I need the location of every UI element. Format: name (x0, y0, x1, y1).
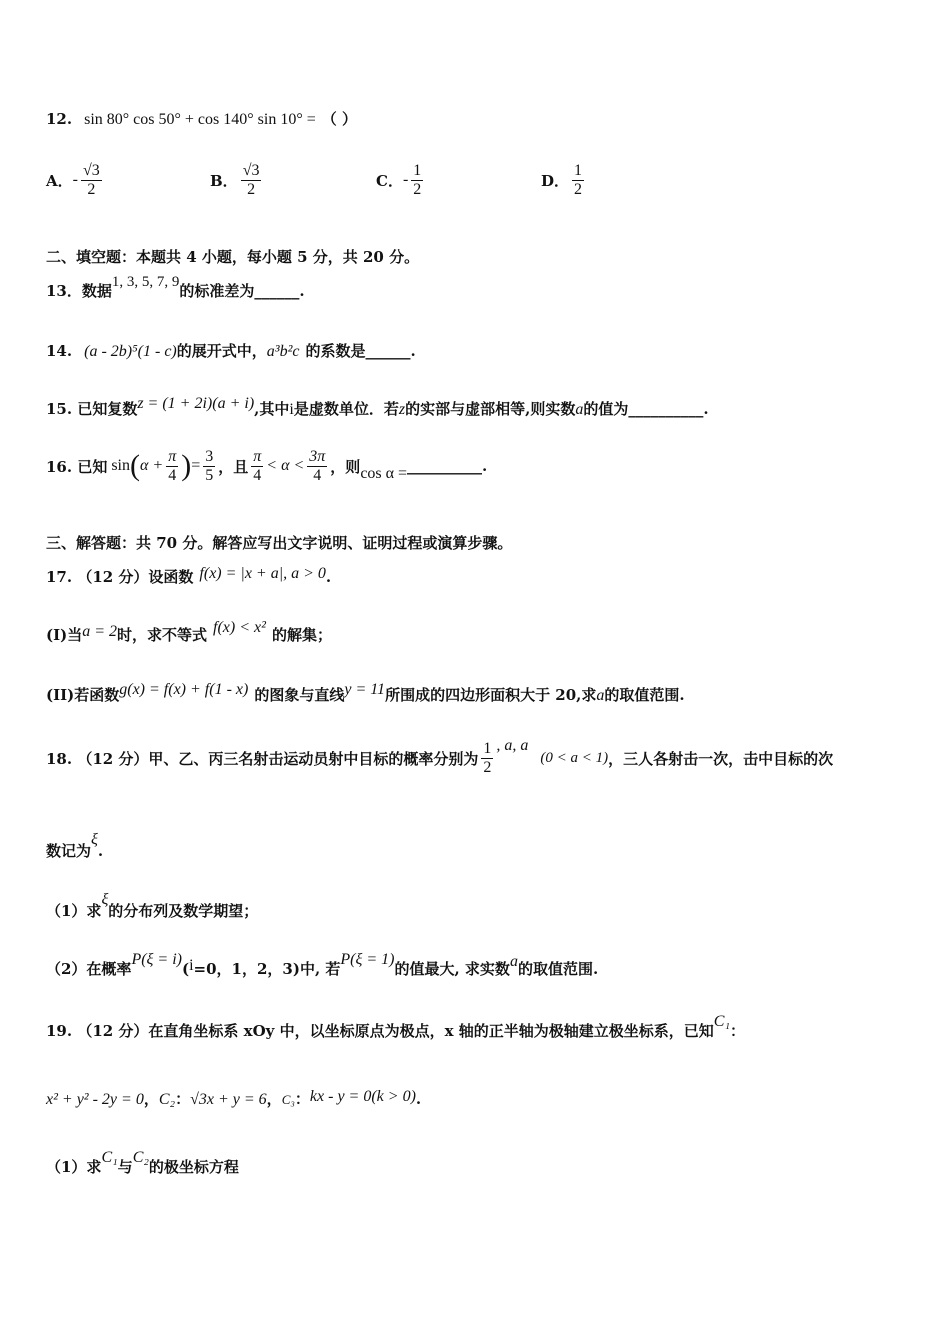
q12-option-c[interactable] (376, 162, 426, 198)
option-sign: - (402, 171, 409, 189)
question-19-part-1: （1）求 C₁ 与 C₂ 的极坐标方程 (46, 1149, 239, 1176)
option-fraction: $\frac{√3}{2}$ (242, 162, 260, 198)
question-14: 14. (a - 2b)⁵(1 - c) 的展开式中， a³b²c 的系数是______. (46, 342, 416, 360)
question-12 (46, 108, 357, 129)
section-3-heading: 三、解答题：共 70 分。解答应写出文字说明、证明过程或演算步骤。 (46, 534, 513, 552)
question-16: 16. 已知 sin ( α + $\frac{\pi}{4}$ ) = $\frac{3}{5}$ ，且 $\frac{\pi}{4}$ < α < $\frac{3\pi}{4}$ ，则 cos α = __________. (46, 448, 488, 484)
q12-expression: sin 80° cos 50° + cos 140° sin 10° = (84, 111, 316, 128)
option-label: B． (210, 171, 238, 190)
option-fraction: $\frac{√3}{2}$ (82, 162, 100, 198)
q12-option-d[interactable] (541, 162, 587, 198)
q12-answer-paren: （ ） (321, 110, 357, 128)
q14-expression: (a - 2b)⁵(1 - c) (84, 343, 177, 360)
question-18-line-2: 数记为 ξ . (46, 831, 104, 860)
question-18: 18. （12 分）甲、乙、丙三名射击运动员射中目标的概率分别为 $\frac{1}{2}$ , a, a (0 < a < 1) ，三人各射击一次，击中目标的次 (46, 737, 834, 776)
question-17-part-2: (II)若函数 g(x) = f(x) + f(1 - x) 的图象与直线 y = 11 所围成的四边形面积大于 20,求 a 的取值范围. (46, 681, 685, 704)
q12-number: 12. (46, 110, 73, 128)
question-18-part-1: （1）求 ξ 的分布列及数学期望； (46, 891, 259, 920)
q12-option-b[interactable] (210, 162, 264, 198)
option-label: C． (376, 171, 403, 190)
option-sign: - (72, 171, 78, 189)
q12-option-a[interactable] (46, 162, 105, 198)
question-19: 19. （12 分）在直角坐标系 xOy 中，以坐标原点为极点，x 轴的正半轴为极轴建立极坐标系，已知 C₁ ： (46, 1013, 746, 1040)
option-fraction: $\frac{1}{2}$ (574, 162, 583, 198)
question-19-curves: x² + y² - 2y = 0 ， C₂ ： √3x + y = 6 ， C₃ ： kx - y = 0(k > 0) . (46, 1088, 422, 1108)
section-2-heading: 二、填空题：本题共 4 小题，每小题 5 分，共 20 分。 (46, 248, 420, 266)
question-17: 17. （12 分）设函数 f(x) = |x + a|, a > 0 . (46, 565, 332, 586)
q13-data-set: 1, 3, 5, 7, 9 (111, 274, 180, 290)
q15-expression: z = (1 + 2i)(a + i) (137, 395, 255, 412)
q14-term: a³b²c (266, 343, 300, 360)
question-17-part-1: (I)当 a = 2 时，求不等式 f(x) < x² 的解集； (46, 619, 332, 644)
option-fraction: $\frac{1}{2}$ (413, 162, 422, 198)
question-13: 13．数据 1, 3, 5, 7, 9 的标准差为______. (46, 274, 305, 300)
question-15: 15. 已知复数 z = (1 + 2i)(a + i) ,其中 i 是虚数单位．若 z 的实部与虚部相等,则实数 a 的值为__________. (46, 395, 709, 418)
question-18-part-2: （2）在概率 P(ξ = i) ( i =0，1，2，3)中, 若 P(ξ = 1) 的值最大, 求实数 a 的取值范围. (46, 951, 599, 978)
option-label: A． (46, 171, 73, 190)
option-label: D． (541, 171, 570, 190)
